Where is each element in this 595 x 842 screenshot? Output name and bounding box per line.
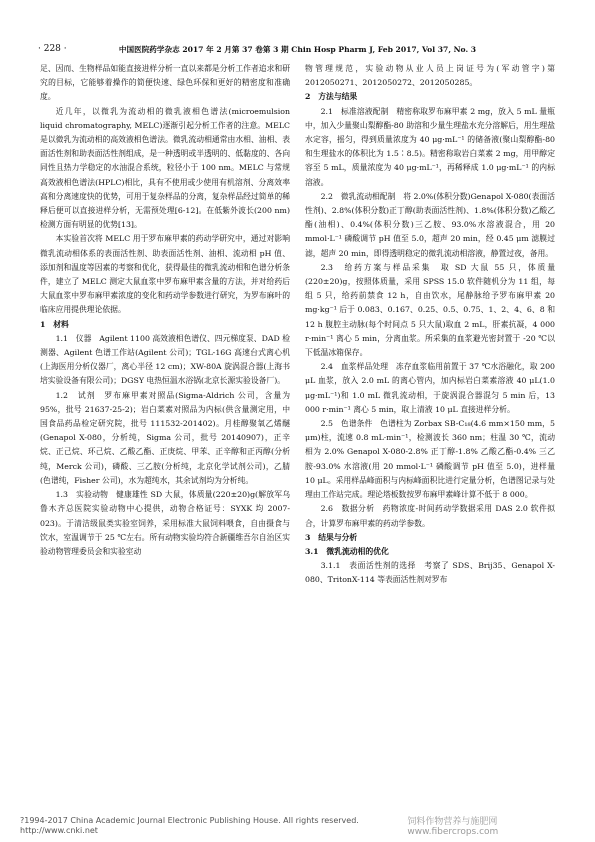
body-paragraph: 2.4 血浆样品处理 冻存血浆临用前置于 37 ℃水浴融化，取 200 μL 血浆，放入 2.0 mL 的离心管内，加内标岩白菜素溶液 40 μL(1.0 μg·mL⁻¹)和 1.0 mL 微乳流动相，于旋涡混合器混匀 5 min 后，13 000 r·min⁻¹ 离心 5 min，取上清液 10 μL 直接进样分析。 bbox=[305, 362, 555, 414]
right-column bbox=[305, 62, 555, 770]
journal-running-head: 中国医院药学杂志 2017 年 2 月第 37 卷第 3 期 Chin Hosp Pharm J, Feb 2017, Vol 37, No. 3 bbox=[118, 44, 477, 54]
page-number: · 228 · bbox=[38, 44, 67, 54]
body-paragraph: 2.3 给药方案与样品采集 取 SD 大鼠 55 只，体质量(220±20)g，按照体质量，采用 SPSS 15.0 软件随机分为 11 组，每组 5 只，给药前禁食 12 h，自由饮水，尾静脉给予罗布麻甲素 20 mg·kg⁻¹ 后于 0.083、0.167、0.25、0.5、0.75、1、2、4、6、8 和 12 h 腹腔主动脉(每个时间点 5 只大鼠)取血 2 mL，肝素抗凝，4 000 r·min⁻¹ 离心 5 min，分离血浆。所采集的血浆避光密封置于 -20 ℃以下低温冰箱保存。 bbox=[305, 262, 555, 358]
body-paragraph: 1.1 仪器 Agilent 1100 高效液相色谱仪、四元梯度泵、DAD 检测器、Agilent 色谱工作站(Agilent 公司)；TGL-16G 高速台式离心机(上海医用分析仪器厂，离心半径 12 cm)；XW-80A 旋涡混合器(上海书培实验设备有限公司)；DGSY 电热恒温水浴锅(北京长源实验设备厂)。 bbox=[40, 333, 290, 386]
section-heading: 2 方法与结果 bbox=[305, 92, 358, 102]
body-paragraph: 近几年，以微乳为流动相的微乳液相色谱法(microemulsion liquid chromatography, MELC)逐渐引起分析工作者的注意。MELC 是以微乳为流动相的高效液相色谱法。微乳流动相通常由水相、油相、表面活性剂和助表面活性剂组成，是一种透明或半透明的、低黏度的、各向同性且热力学稳定的水油混合系统，粒径小于 100 nm。MELC 与常规高效液相色谱法(HPLC)相比，具有不使用或少使用有机溶剂、分离效率高和分离速度快的优势，可用于复杂样品的分离，复杂样品经过简单的稀释后便可以直接进样分析，无需预处理[6-12]。在低紫外波长(200 nm)检测方面有明显的优势[13]。 bbox=[40, 106, 290, 230]
body-paragraph: 2.6 数据分析 药物浓度-时间药动学数据采用 DAS 2.0 软件拟合，计算罗布麻甲素的药动学参数。 bbox=[305, 504, 555, 528]
body-paragraph: 2.2 微乳流动相配制 将 2.0%(体积分数)Genapol X-080(表面活性剂)、2.8%(体积分数)正丁醇(助表面活性剂)、1.8%(体积分数)乙酸乙酯(油相)、0.4%(体积分数)三乙胺、93.0%水溶液混合，用 20 mmol·L⁻¹ 磷酸调节 pH 值至 5.0，超声 20 min，经 0.45 μm 滤膜过滤，超声 20 min，即得透明稳定的微乳流动相溶液，静置过夜，备用。 bbox=[305, 191, 555, 258]
body-paragraph: 1.2 试剂 罗布麻甲素对照品(Sigma-Aldrich 公司，含量为 95%，批号 21637-25-2)；岩白菜素对照品为内标(供含量测定用，中国食品药品检定研究院，批号 111532-201402)。月桂醇聚氧乙烯醚(Genapol X-080，分析纯，Sigma 公司，批号 20140907)，正辛烷、正己烷、环己烷、乙酸乙酯、正庚烷、甲苯、正辛醇和正丙醇(分析纯，Merck 公司)，磷酸、三乙胺(分析纯，北京化学试剂公司)，乙腈(色谱纯，Fisher 公司)，水为超纯水，其余试剂均为分析纯。 bbox=[40, 390, 290, 485]
body-paragraph: 本实验首次将 MELC 用于罗布麻甲素的药动学研究中，通过对影响微乳流动相体系的表面活性剂、助表面活性剂、油相、流动相 pH 值、添加剂和温度等因素的考察和优化，获得最佳的微乳流动相和色谱分析条件，建立了 MELC 测定大鼠血浆中罗布麻甲素含量的方法，并对给药后大鼠血浆中罗布麻甲素浓度的变化和药动学参数进行研究，为罗布麻叶的临床应用提供理论依据。 bbox=[40, 234, 290, 315]
section-heading: 1 材料 bbox=[40, 319, 69, 329]
page-footer bbox=[20, 816, 575, 837]
section-heading: 3 结果与分析 bbox=[305, 532, 358, 542]
body-paragraph: 1.3 实验动物 健康雄性 SD 大鼠，体质量(220±20)g(解放军乌鲁木齐总医院实验动物中心提供，动物合格证号：SYXK 均 2007-023)。于清洁级鼠类实验室饲养，采用标准大鼠饲料喂食，自由摄食与饮水，室温调节于 25 ℃左右。所有动物实验均符合新疆维吾尔自治区实验动物管理委员会和实验室动 bbox=[40, 490, 290, 556]
body-paragraph: 足、因而、生物样品如能直接进样分析一直以来都是分析工作者追求和研究的目标，它能够着操作的简便快速、绿色环保和更好的精密度和准确度。 bbox=[40, 64, 290, 102]
subsection-heading: 3.1 微乳流动相的优化 bbox=[305, 546, 389, 556]
body-paragraph: 3.1.1 表面活性剂的选择 考察了 SDS、Brij35、Genapol X-080、TritonX-114 等表面活性剂对罗布 bbox=[305, 561, 555, 585]
watermark-text: 饲料作物营养与施肥网 www.fibercrops.com bbox=[407, 816, 499, 837]
body-paragraph: 物管理规范，实验动物从业人员上岗证号为(军动管字)第 2012050271、2012050272、2012050285。 bbox=[305, 64, 555, 88]
left-column bbox=[40, 62, 290, 770]
body-paragraph: 2.1 标准溶液配制 精密称取罗布麻甲素 2 mg，放入 5 mL 量瓶中，加入少量聚山梨醇酯-80 助溶和少量生理盐水充分溶解后，用生理盐水定容，摇匀，得到质量浓度为 40 μg·mL⁻¹ 的储备液(聚山梨醇酯-80 和生理盐水的体积比为 1.5∶8.5)。精密称取岩白菜素 2 mg，用甲醇定容至 5 mL，质量浓度为 40 μg·mL⁻¹，再稀释成 1.0 μg·mL⁻¹ 的内标溶液。 bbox=[305, 106, 555, 187]
copyright-notice: ?1994-2017 China Academic Journal Electronic Publishing House. All rights reserved. http://www.cnki.net bbox=[20, 816, 367, 835]
page-header bbox=[38, 38, 557, 60]
body-paragraph: 2.5 色谱条件 色谱柱为 Zorbax SB-C₁₈(4.6 mm×150 mm，5 μm)柱，流速 0.8 mL·min⁻¹，检测波长 360 nm；柱温 30 ℃，流动相为 2.0% Genapol X-080-2.8% 正丁醇-1.8% 乙酸乙酯-0.4% 三乙胺-93.0% 水溶液(用 20 mmol·L⁻¹ 磷酸调节 pH 值至 5.0)，进样量 10 μL。采用样品峰面积与内标峰面积比进行定量分析，色谱图记录与处理由工作站完成。理论塔板数按罗布麻甲素峰计算不低于 8 000。 bbox=[305, 419, 555, 500]
